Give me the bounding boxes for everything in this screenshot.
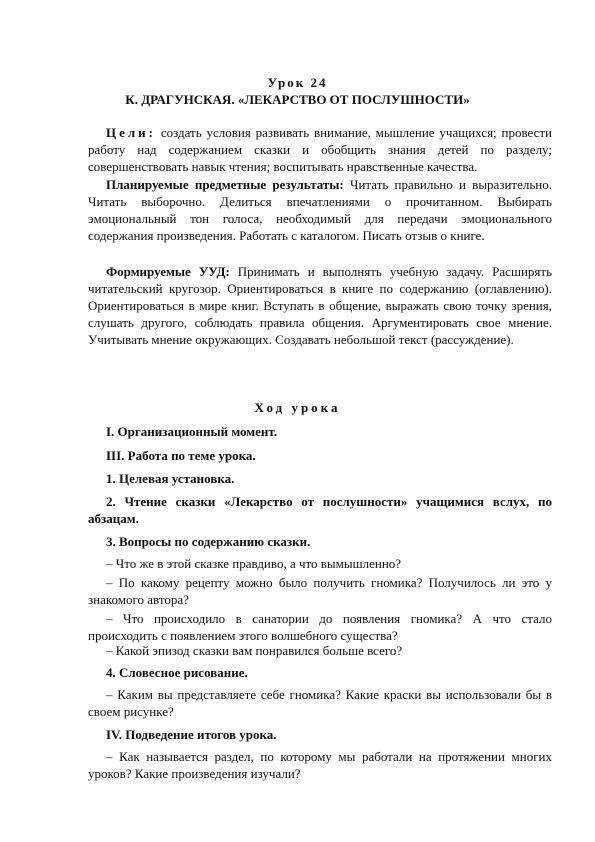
subsection-questions: 3. Вопросы по содержанию сказки. <box>106 534 311 549</box>
question-item: – По какому рецепту можно было получить гномика? Получилось ли это у знакомого автора? <box>88 575 552 607</box>
section-work-on-topic: III. Работа по теме урока. <box>106 448 256 463</box>
lesson-number: Урок 24 <box>267 75 328 90</box>
subsection-reading <box>88 493 552 527</box>
uud-text: Принимать и выполнять учебную задачу. Расширять читательский кругозор. Ориентироваться в книге по содержанию (оглавлению). Ориентироваться в мире книг. Вступать в общение, выражать свою точку зрения, слушать другого, соблюдать правила общения. Аргументировать свое мнение. Учитывать мнение окружающих. Создавать небольшой текст (рассуждение). <box>88 264 552 347</box>
planned-results-label: Планируемые предметные результаты: <box>106 177 344 192</box>
question-item: – Что же в этой сказке правдиво, а что вымышленно? <box>106 556 402 571</box>
question-item: – Какой эпизод сказки вам понравился больше всего? <box>106 643 403 658</box>
lesson-title: К. ДРАГУНСКАЯ. «ЛЕКАРСТВО ОТ ПОСЛУШНОСТИ» <box>125 92 470 107</box>
subsection-verbal-drawing: 4. Словесное рисование. <box>106 665 248 680</box>
course-heading: Ход урока <box>254 400 341 415</box>
subsection-reading-text: 2. Чтение сказки «Лекарство от послушности» учащимися вслух, по абзацам. <box>88 494 552 526</box>
uud-label: Формируемые УУД: <box>106 264 230 279</box>
planned-results-paragraph <box>88 176 552 244</box>
goals-label: Цели: <box>106 125 156 140</box>
question-item: – Каким вы представляете себе гномика? Какие краски вы использовали бы в своем рисунке? <box>88 687 552 719</box>
subsection-goal-setting: 1. Целевая установка. <box>106 471 235 486</box>
section-summary: IV. Подведение итогов урока. <box>106 727 277 742</box>
goals-text: создать условия развивать внимание, мышление учащихся; провести работу над содержанием сказки и обобщить знания детей по разделу; совершенствовать навык чтения; воспитывать нравственные качества. <box>88 125 553 174</box>
goals-paragraph <box>88 124 552 175</box>
question-item: – Что происходило в санатории до появления гномика? А что стало происходить с появлением этого волшебного существа? <box>88 611 552 643</box>
uud-paragraph <box>88 263 552 348</box>
section-org-moment: I. Организационный момент. <box>106 424 278 439</box>
planned-results-text: Читать правильно и выразительно. Читать выборочно. Делиться впечатлениями о прочитанном. Выбирать эмоциональный тон голоса, необходимый для передачи эмоционального содержания произведения. Работать с каталогом. Писать отзыв о книге. <box>88 177 552 243</box>
question-item: – Как называется раздел, по которому мы работали на протяжении многих уроков? Какие произведения изучали? <box>88 749 552 781</box>
